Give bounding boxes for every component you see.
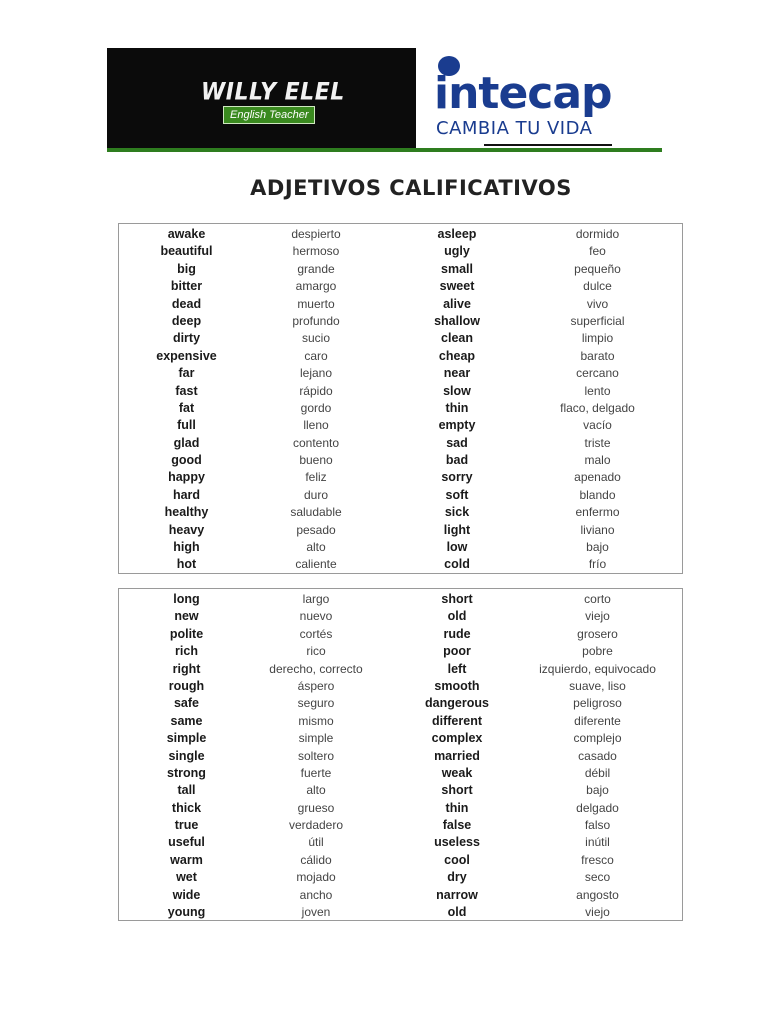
- spanish-translation: amargo: [295, 279, 337, 294]
- spanish-translation: joven: [301, 905, 331, 920]
- table-row: [119, 348, 682, 365]
- table-row: [119, 800, 682, 817]
- english-adjective: young: [167, 905, 206, 920]
- english-adjective: warm: [170, 852, 203, 867]
- table-row: [119, 661, 682, 678]
- spanish-antonym-translation: flaco, delgado: [560, 400, 635, 415]
- english-antonym: near: [443, 366, 471, 381]
- page-title: ADJETIVOS CALIFICATIVOS: [250, 176, 572, 200]
- teacher-panel: [107, 48, 416, 148]
- table-row: [119, 226, 682, 243]
- table-row: [119, 417, 682, 434]
- table-row: [119, 522, 682, 539]
- table-row: [119, 313, 682, 330]
- spanish-translation: profundo: [292, 313, 340, 328]
- english-antonym: narrow: [436, 887, 478, 902]
- table-row: [119, 504, 682, 521]
- header-banner: [107, 48, 662, 152]
- english-adjective: single: [168, 748, 205, 763]
- table-row: [119, 330, 682, 347]
- logo-tagline: CAMBIA TU VIDA: [436, 118, 593, 139]
- table-row: [119, 243, 682, 260]
- spanish-antonym-translation: casado: [578, 748, 617, 763]
- spanish-translation: cortés: [299, 626, 333, 641]
- table-row: [119, 869, 682, 886]
- vocab-table-2: [118, 588, 683, 921]
- table-row: [119, 765, 682, 782]
- english-adjective: heavy: [168, 522, 205, 537]
- english-antonym: asleep: [437, 227, 477, 241]
- english-adjective: fast: [175, 383, 198, 398]
- table-row: [119, 626, 682, 643]
- english-adjective: tall: [177, 783, 196, 798]
- spanish-antonym-translation: viejo: [585, 905, 610, 920]
- english-antonym: small: [441, 261, 473, 276]
- vocab-table-1: [118, 223, 683, 574]
- spanish-antonym-translation: viejo: [585, 609, 610, 624]
- table-row: [119, 695, 682, 712]
- spanish-translation: cálido: [300, 852, 332, 867]
- english-adjective: awake: [167, 227, 206, 241]
- spanish-antonym-translation: cercano: [576, 366, 619, 381]
- spanish-translation: nuevo: [299, 609, 333, 624]
- english-antonym: slow: [443, 383, 471, 398]
- table-row: [119, 452, 682, 469]
- english-antonym: empty: [438, 418, 476, 433]
- spanish-antonym-translation: vacío: [583, 418, 612, 433]
- english-adjective: high: [173, 540, 200, 555]
- spanish-translation: muerto: [297, 296, 335, 311]
- english-antonym: thin: [445, 400, 469, 415]
- spanish-translation: largo: [302, 592, 330, 606]
- table-row: [119, 261, 682, 278]
- english-adjective: bitter: [170, 279, 203, 294]
- table-row: [119, 678, 682, 695]
- english-antonym: soft: [445, 487, 469, 502]
- english-antonym: sick: [444, 505, 470, 520]
- spanish-antonym-translation: diferente: [574, 713, 621, 728]
- english-adjective: rich: [175, 644, 198, 659]
- spanish-translation: caro: [304, 348, 328, 363]
- english-adjective: far: [178, 366, 195, 381]
- spanish-translation: rico: [306, 644, 326, 659]
- english-antonym: cold: [444, 557, 470, 572]
- table-row: [119, 643, 682, 660]
- table-row: [119, 383, 682, 400]
- spanish-translation: grande: [297, 261, 335, 276]
- spanish-translation: contento: [292, 435, 340, 450]
- vocab-rows: [119, 224, 682, 574]
- intecap-logo: [416, 48, 662, 148]
- spanish-antonym-translation: liviano: [580, 522, 615, 537]
- spanish-translation: simple: [298, 731, 334, 746]
- spanish-antonym-translation: vivo: [586, 296, 609, 311]
- spanish-antonym-translation: fresco: [581, 852, 614, 867]
- table-row: [119, 278, 682, 295]
- spanish-translation: verdadero: [288, 818, 344, 833]
- spanish-antonym-translation: angosto: [576, 887, 619, 902]
- english-antonym: useless: [434, 835, 480, 850]
- table-row: [119, 852, 682, 869]
- english-adjective: expensive: [156, 348, 217, 363]
- english-antonym: left: [447, 661, 467, 676]
- english-antonym: old: [447, 905, 467, 920]
- spanish-translation: mismo: [298, 713, 334, 728]
- spanish-antonym-translation: suave, liso: [569, 678, 626, 693]
- table-row: [119, 400, 682, 417]
- spanish-antonym-translation: falso: [584, 818, 611, 833]
- spanish-antonym-translation: dormido: [575, 227, 620, 241]
- english-antonym: light: [443, 522, 471, 537]
- english-antonym: dry: [447, 870, 467, 885]
- english-antonym: low: [446, 540, 468, 555]
- table-row: [119, 608, 682, 625]
- vocab-rows: [119, 589, 682, 921]
- spanish-antonym-translation: limpio: [581, 331, 614, 346]
- english-adjective: glad: [173, 435, 200, 450]
- english-adjective: good: [171, 453, 202, 468]
- english-adjective: safe: [173, 696, 200, 711]
- spanish-translation: despierto: [291, 227, 341, 241]
- english-adjective: happy: [168, 470, 205, 485]
- spanish-translation: seguro: [297, 696, 335, 711]
- spanish-antonym-translation: bajo: [586, 540, 609, 555]
- english-adjective: long: [173, 592, 200, 606]
- english-antonym: sorry: [441, 470, 473, 485]
- spanish-antonym-translation: superficial: [570, 313, 625, 328]
- english-adjective: thick: [171, 800, 202, 815]
- teacher-name: WILLY ELEL: [201, 78, 345, 107]
- table-row: [119, 556, 682, 573]
- table-row: [119, 904, 682, 921]
- english-adjective: polite: [169, 626, 204, 641]
- table-row: [119, 834, 682, 851]
- spanish-translation: soltero: [297, 748, 335, 763]
- spanish-antonym-translation: frío: [588, 557, 607, 572]
- table-row: [119, 487, 682, 504]
- spanish-antonym-translation: complejo: [573, 731, 622, 746]
- spanish-antonym-translation: grosero: [577, 626, 618, 641]
- english-adjective: strong: [167, 765, 206, 780]
- english-adjective: rough: [168, 678, 205, 693]
- spanish-translation: útil: [308, 835, 324, 850]
- spanish-translation: grueso: [297, 800, 335, 815]
- table-row: [119, 591, 682, 608]
- spanish-translation: lleno: [303, 418, 329, 433]
- english-antonym: alive: [443, 296, 471, 311]
- english-adjective: wide: [172, 887, 201, 902]
- english-adjective: new: [174, 609, 199, 624]
- spanish-antonym-translation: inútil: [585, 835, 610, 850]
- spanish-antonym-translation: apenado: [574, 470, 621, 485]
- spanish-translation: rápido: [299, 383, 333, 398]
- english-adjective: hard: [172, 487, 201, 502]
- english-antonym: bad: [445, 453, 469, 468]
- english-adjective: fat: [178, 400, 195, 415]
- english-adjective: healthy: [164, 505, 209, 520]
- spanish-antonym-translation: lento: [584, 383, 611, 398]
- table-row: [119, 748, 682, 765]
- english-antonym: poor: [443, 644, 471, 659]
- spanish-translation: bueno: [299, 453, 333, 468]
- table-row: [119, 296, 682, 313]
- table-row: [119, 817, 682, 834]
- english-adjective: hot: [176, 557, 197, 572]
- spanish-translation: fuerte: [300, 765, 332, 780]
- english-antonym: short: [441, 592, 473, 606]
- spanish-antonym-translation: triste: [584, 435, 611, 450]
- english-adjective: dirty: [172, 331, 201, 346]
- table-row: [119, 713, 682, 730]
- english-antonym: false: [442, 818, 472, 833]
- english-antonym: ugly: [444, 244, 470, 259]
- table-row: [119, 365, 682, 382]
- english-antonym: sad: [446, 435, 468, 450]
- logo-underline: [484, 144, 612, 146]
- english-antonym: dangerous: [425, 696, 489, 711]
- spanish-antonym-translation: barato: [580, 348, 615, 363]
- english-antonym: shallow: [434, 313, 480, 328]
- table-row: [119, 469, 682, 486]
- english-antonym: cool: [444, 852, 470, 867]
- spanish-antonym-translation: bajo: [586, 783, 609, 798]
- english-antonym: sweet: [439, 279, 475, 294]
- spanish-antonym-translation: seco: [584, 870, 611, 885]
- teacher-role-badge: English Teacher: [223, 106, 315, 124]
- spanish-antonym-translation: delgado: [576, 800, 619, 815]
- english-antonym: complex: [431, 731, 483, 746]
- english-adjective: dead: [171, 296, 202, 311]
- english-adjective: deep: [171, 313, 202, 328]
- english-antonym: smooth: [434, 678, 480, 693]
- table-row: [119, 435, 682, 452]
- table-row: [119, 730, 682, 747]
- spanish-translation: saludable: [290, 505, 342, 520]
- english-antonym: old: [447, 609, 467, 624]
- spanish-translation: alto: [306, 783, 326, 798]
- english-antonym: short: [441, 783, 473, 798]
- spanish-antonym-translation: dulce: [583, 279, 612, 294]
- spanish-translation: alto: [306, 540, 326, 555]
- spanish-translation: derecho, correcto: [269, 661, 363, 676]
- english-antonym: rude: [443, 626, 471, 641]
- spanish-translation: feliz: [305, 470, 327, 485]
- spanish-translation: pesado: [296, 522, 336, 537]
- english-adjective: useful: [168, 835, 205, 850]
- english-adjective: full: [177, 418, 196, 433]
- table-row: [119, 539, 682, 556]
- spanish-antonym-translation: débil: [584, 765, 611, 780]
- english-adjective: right: [172, 661, 201, 676]
- spanish-antonym-translation: corto: [584, 592, 611, 606]
- table-row: [119, 782, 682, 799]
- spanish-antonym-translation: malo: [584, 453, 611, 468]
- table-row: [119, 887, 682, 904]
- english-adjective: true: [174, 818, 199, 833]
- spanish-antonym-translation: blando: [579, 487, 616, 502]
- english-antonym: thin: [445, 800, 469, 815]
- english-antonym: clean: [441, 331, 473, 346]
- english-adjective: beautiful: [160, 244, 213, 259]
- english-antonym: weak: [441, 765, 473, 780]
- spanish-translation: duro: [303, 487, 329, 502]
- english-antonym: different: [432, 713, 482, 728]
- spanish-antonym-translation: pobre: [582, 644, 613, 659]
- spanish-antonym-translation: peligroso: [573, 696, 622, 711]
- spanish-translation: hermoso: [292, 244, 340, 259]
- spanish-translation: caliente: [295, 557, 337, 572]
- english-adjective: big: [177, 261, 196, 276]
- english-adjective: wet: [176, 870, 197, 885]
- english-antonym: married: [434, 748, 480, 763]
- spanish-translation: áspero: [297, 678, 335, 693]
- english-adjective: same: [170, 713, 203, 728]
- spanish-antonym-translation: izquierdo, equivocado: [539, 661, 656, 676]
- spanish-antonym-translation: feo: [589, 244, 606, 259]
- spanish-translation: lejano: [299, 366, 333, 381]
- spanish-translation: gordo: [300, 400, 332, 415]
- spanish-translation: ancho: [299, 887, 333, 902]
- logo-word: intecap: [434, 68, 612, 119]
- spanish-translation: mojado: [296, 870, 336, 885]
- english-antonym: cheap: [438, 348, 476, 363]
- english-adjective: simple: [166, 731, 207, 746]
- spanish-translation: sucio: [301, 331, 330, 346]
- spanish-antonym-translation: pequeño: [574, 261, 621, 276]
- spanish-antonym-translation: enfermo: [575, 505, 620, 520]
